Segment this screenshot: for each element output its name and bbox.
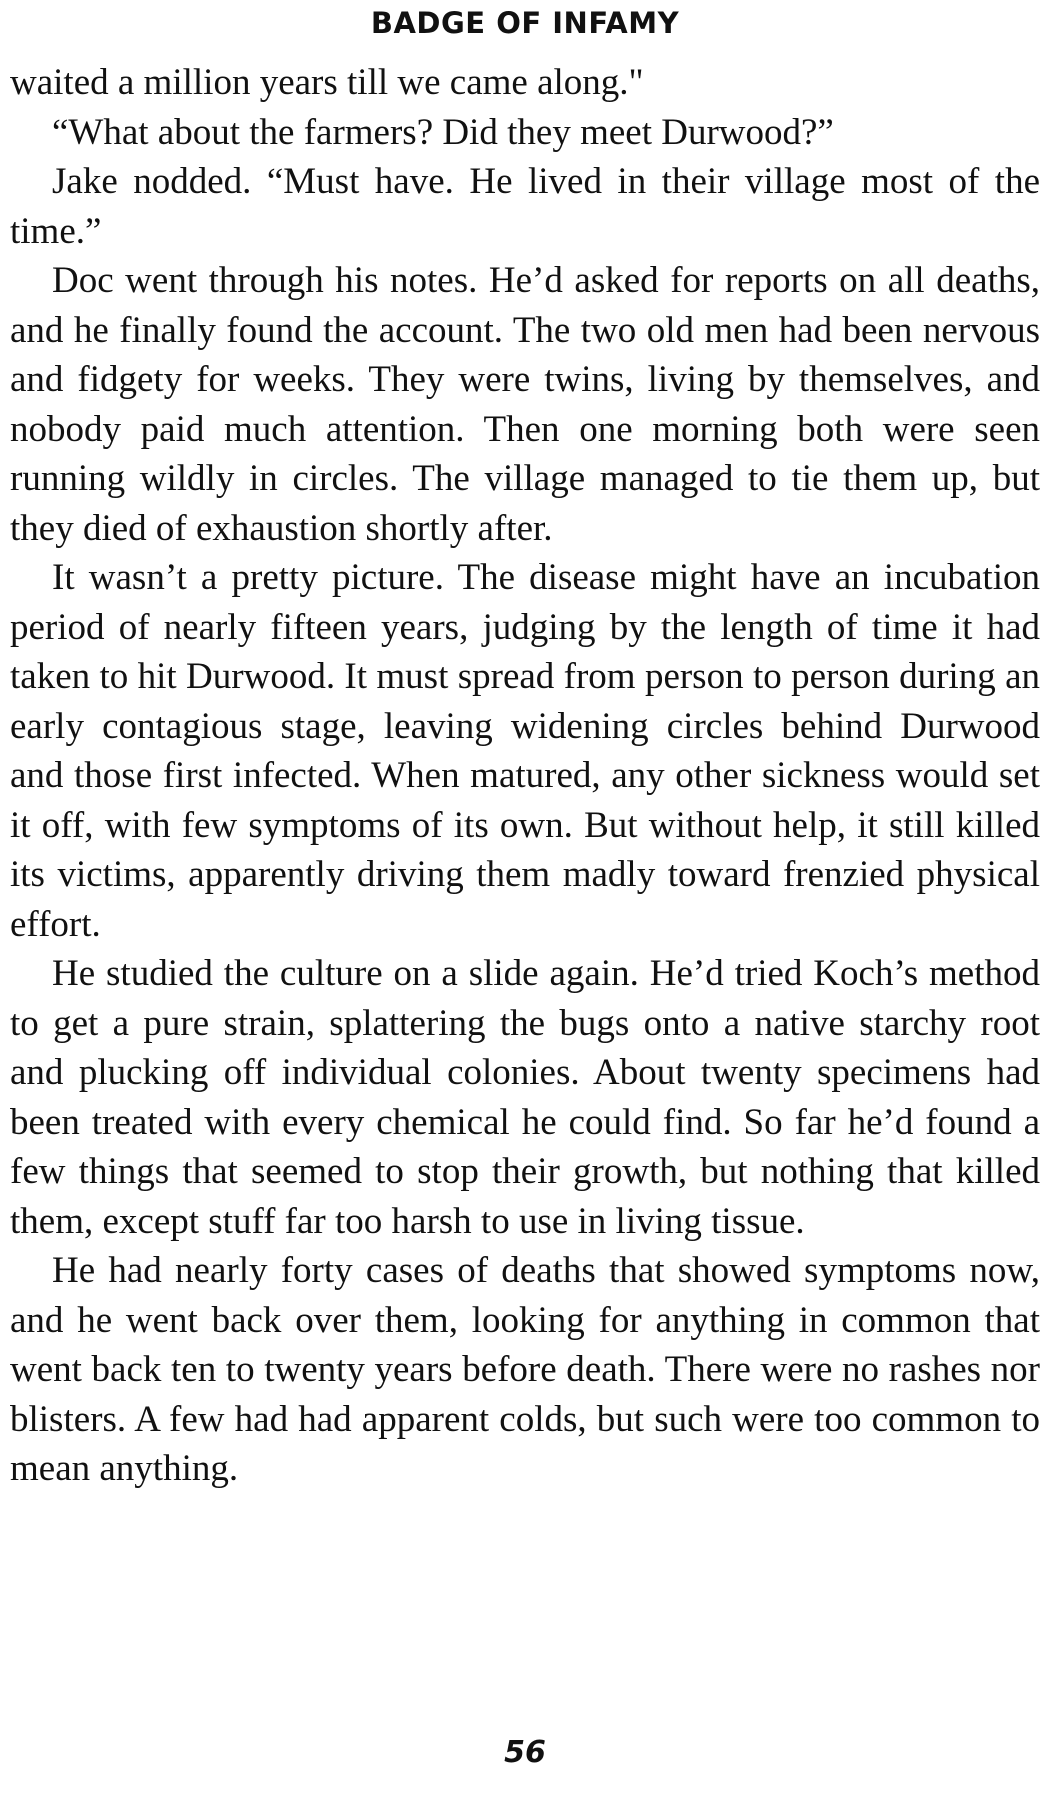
paragraph-continued: waited a million years till we came along." bbox=[10, 62, 644, 103]
paragraph: Doc went through his notes. He’d asked for reports on all deaths, and he finally found the account. The two old men had been nervous and fidgety for weeks. They were twins, living by themselves, and nobody paid much attention. Then one morning both were seen running wildly in circles. The village managed to tie them up, but they died of exhaustion shortly after. bbox=[10, 260, 1040, 549]
paragraph: It wasn’t a pretty picture. The disease might have an incubation period of nearly fifteen years, judging by the length of time it had taken to hit Durwood. It must spread from person to person during an early contagious stage, leaving widening circles behind Durwood and those first infected. When matured, any other sickness would set it off, with few symptoms of its own. But without help, it still killed its victims, apparently driving them madly toward frenzied physical effort. bbox=[10, 557, 1040, 945]
paragraph: “What about the farmers? Did they meet Durwood?” bbox=[52, 111, 834, 153]
page-number: 56 bbox=[504, 1735, 546, 1770]
paragraph: He studied the culture on a slide again. He’d tried Koch’s method to get a pure strain, splattering the bugs onto a native starchy root and plucking off individual colonies. About twenty specimens had been treated with every chemical he could find. So far he’d found a few things that seemed to stop their growth, but nothing that killed them, except stuff far too harsh to use in living tissue. bbox=[10, 953, 1040, 1242]
body-text bbox=[10, 58, 1040, 1494]
paragraph: Jake nodded. “Must have. He lived in their village most of the time.” bbox=[10, 161, 1040, 252]
paragraph: He had nearly forty cases of deaths that showed symptoms now, and he went back over them, looking for anything in common that went back ten to twenty years before death. There were no rashes nor blisters. A few had had apparent colds, but such were too common to mean anything. bbox=[10, 1250, 1040, 1489]
running-head: BADGE OF INFAMY bbox=[370, 6, 680, 40]
